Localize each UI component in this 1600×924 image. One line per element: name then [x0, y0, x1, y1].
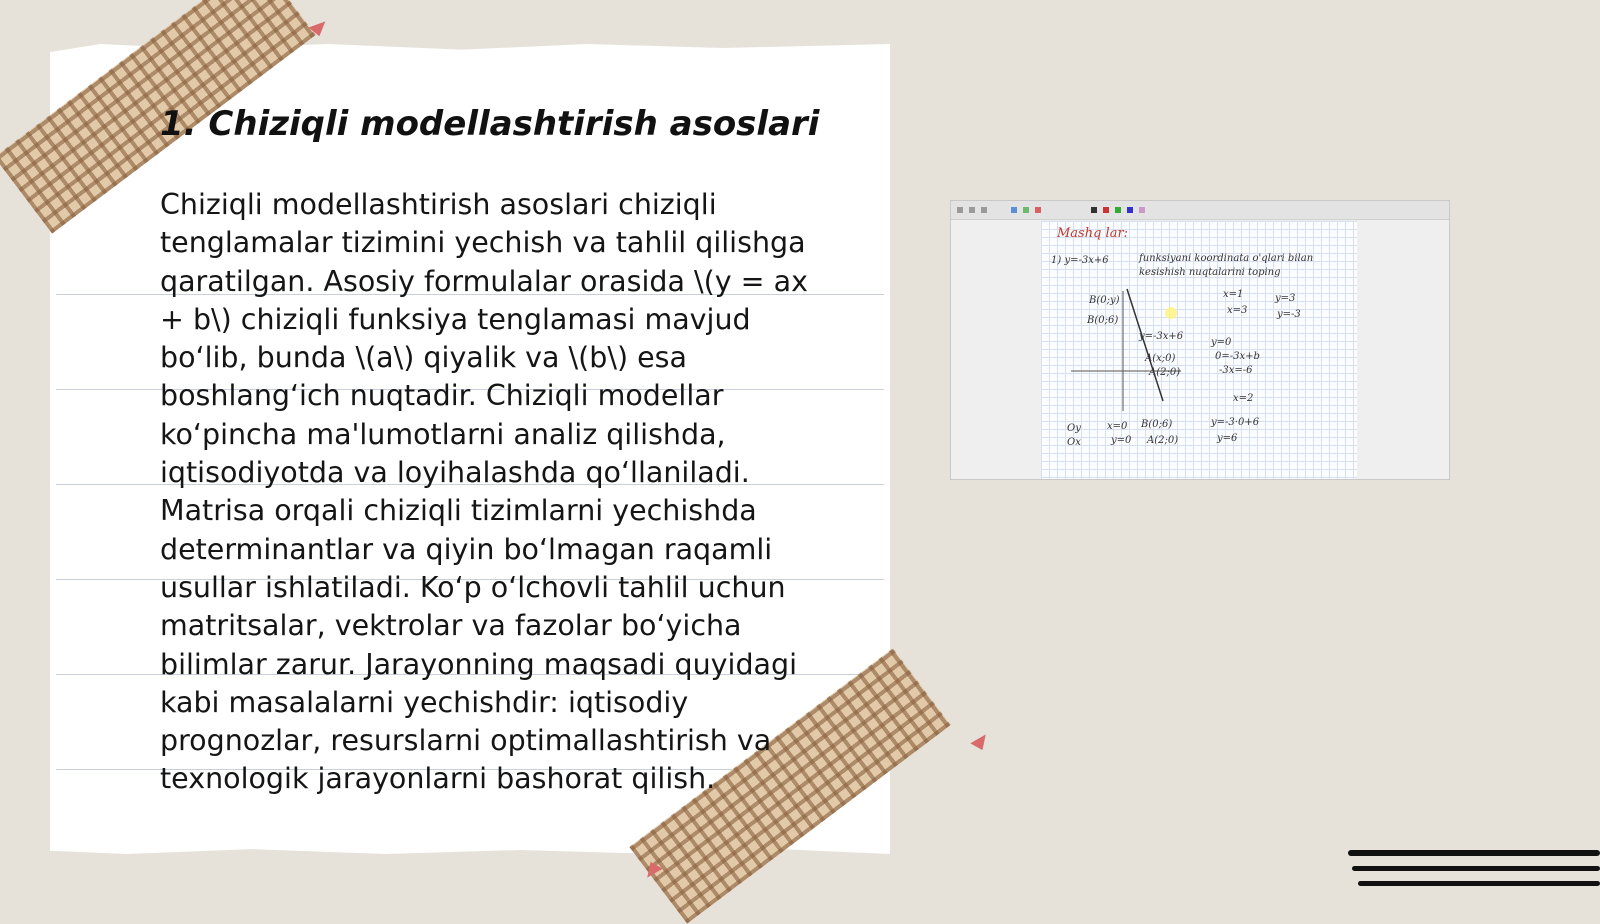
grid-paper — [1041, 221, 1357, 479]
highlight-dot — [1165, 307, 1177, 319]
calc-text: x=0 — [1107, 421, 1128, 432]
calc-text: x=3 — [1227, 305, 1248, 316]
toolbar-icon — [957, 207, 963, 213]
note-label: A(2;0) — [1149, 367, 1181, 378]
exercise-heading: Mashq lar: — [1057, 226, 1129, 241]
calc-text: y=-3 — [1277, 309, 1301, 320]
exercise-task: 1) y=-3x+6 — [1051, 255, 1109, 266]
calc-text: Ox — [1067, 437, 1081, 448]
calc-text: Oy — [1067, 423, 1081, 434]
marker-stroke — [1358, 881, 1600, 886]
calc-text: -3x=-6 — [1219, 365, 1253, 376]
toolbar-icon — [1091, 207, 1097, 213]
calc-text: 0=-3x+b — [1215, 351, 1260, 362]
calc-text: y=-3·0+6 — [1211, 417, 1260, 428]
toolbar-icon — [981, 207, 987, 213]
calc-text: A(2;0) — [1147, 435, 1179, 446]
marker-stroke — [1352, 866, 1600, 871]
calc-text: x=2 — [1233, 393, 1254, 404]
function-line — [1127, 289, 1163, 401]
screenshot-toolbar — [951, 201, 1449, 220]
toolbar-icon — [1139, 207, 1145, 213]
toolbar-icon — [1011, 207, 1017, 213]
slide-title: 1. Chiziqli modellashtirish asoslari — [160, 104, 820, 144]
note-label: A(x;0) — [1145, 353, 1176, 364]
toolbar-icon — [969, 207, 975, 213]
marker-stroke — [1348, 850, 1600, 856]
toolbar-icon — [1035, 207, 1041, 213]
calc-text: y=0 — [1211, 337, 1232, 348]
note-label: y=-3x+6 — [1139, 331, 1184, 342]
toolbar-icon — [1023, 207, 1029, 213]
calc-text: B(0;6) — [1141, 419, 1173, 430]
toolbar-icon — [1115, 207, 1121, 213]
calc-text: y=3 — [1275, 293, 1296, 304]
calc-text: y=0 — [1111, 435, 1132, 446]
note-label: B(0;y) — [1089, 295, 1120, 306]
exercise-screenshot — [950, 200, 1450, 480]
toolbar-icon — [1103, 207, 1109, 213]
note-label: B(0;6) — [1087, 315, 1119, 326]
slide-body-text: Chiziqli modellashtirish asoslari chiziqli tenglamalar tizimini yechish va tahlil qilishga qaratilgan. Asosiy formulalar orasida \(y = ax + b\) chiziqli funksiya tenglamasi mavjud bo‘lib, bunda \(a\) qiyalik va \(b\) esa boshlang‘ich nuqtadir. Chiziqli modellar ko‘pincha ma'lumotlarni analiz qilishda, iqtisodiyotda va loyihalashda qo‘llaniladi. Matrisa orqali chiziqli tizimlarni yechishda determinantlar va qiyin bo‘lmagan raqamli usullar ishlatiladi. Ko‘p o‘lchovli tahlil uchun matritsalar, vektrolar va fazolar bo‘yicha bilimlar zarur. Jarayonning maqsadi quyidagi kabi masalalarni yechishdir: iqtisodiy prognozlar, resurslarni optimallashtirish va texnologik jarayonlarni bashorat qilish. — [160, 188, 808, 796]
ribbon-end — [970, 734, 992, 753]
calc-text: y=6 — [1217, 433, 1238, 444]
exercise-task-line1: funksiyani koordinata o'qlari bilan — [1139, 253, 1314, 264]
calc-text: x=1 — [1223, 289, 1244, 300]
toolbar-icon — [1127, 207, 1133, 213]
exercise-task-line2: kesishish nuqtalarini toping — [1139, 267, 1281, 278]
handwritten-notes — [1041, 221, 1357, 479]
